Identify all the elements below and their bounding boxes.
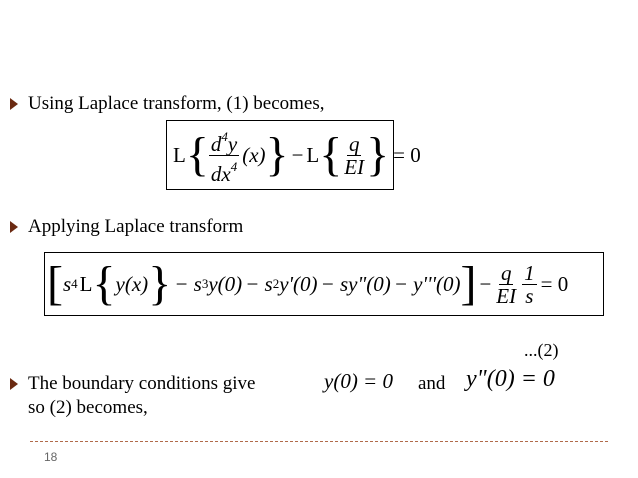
laplace-operator-2: L (306, 142, 320, 167)
equals-zero: = 0 (540, 271, 569, 296)
sy-double-prime-at-zero: − sy"(0) (320, 271, 391, 296)
right-brace-2: } (366, 128, 390, 181)
bullet-arrow-icon (10, 98, 18, 110)
equation-ref: ...(2) (524, 340, 559, 360)
one-over-s: $\frac{1}{s}$ (524, 260, 535, 308)
equation-1 (173, 125, 421, 185)
y-of-x: y(x) (115, 271, 149, 296)
boundary-condition-2: y"(0) = 0 (466, 366, 555, 392)
bullet-arrow-icon (10, 221, 18, 233)
equation-2-box (44, 252, 604, 316)
laplace-operator: L (79, 271, 93, 296)
bullet-1-text: Using Laplace transform, (1) becomes, (28, 93, 325, 114)
right-bracket: ] (460, 257, 477, 310)
y-at-zero: y(0) (208, 271, 243, 296)
laplace-operator: L (173, 142, 186, 167)
y-prime-at-zero: y'(0) (279, 271, 318, 296)
bullet-2-text: Applying Laplace transform (28, 216, 244, 237)
y-triple-prime-at-zero: − y'''(0) (393, 271, 461, 296)
minus-sign: − (291, 142, 304, 167)
equation-2: [ s 4 L { y(x) } − s 3 y(0) − s 2 y'(0) − sy"(0) − y'''(0) ] − $\frac{q}{EI}$ $\frac{1}{s}$ = 0 (47, 257, 569, 310)
footer-divider (30, 441, 608, 442)
q-over-ei: $\frac{q}{EI}$ (344, 131, 365, 179)
right-brace: } (265, 128, 289, 181)
left-bracket: [ (47, 257, 63, 310)
page-number: 18 (44, 450, 58, 464)
q-over-ei: $\frac{q}{EI}$ (496, 260, 517, 308)
bullet-3-line-1: The boundary conditions give (28, 373, 256, 394)
equals-zero: = 0 (393, 142, 421, 167)
boundary-condition-1: y(0) = 0 (324, 369, 393, 393)
left-brace-2: { (319, 128, 343, 181)
derivative-fraction: $\frac{d^4y}{dx^4}$ (209, 126, 239, 185)
bullet-3-line-2: so (2) becomes, (28, 397, 148, 418)
left-brace: { (185, 128, 209, 181)
equation-1-box (166, 120, 421, 190)
bullet-arrow-icon (10, 378, 18, 390)
arg-x: (x) (242, 142, 266, 167)
and-text: and (418, 373, 446, 394)
